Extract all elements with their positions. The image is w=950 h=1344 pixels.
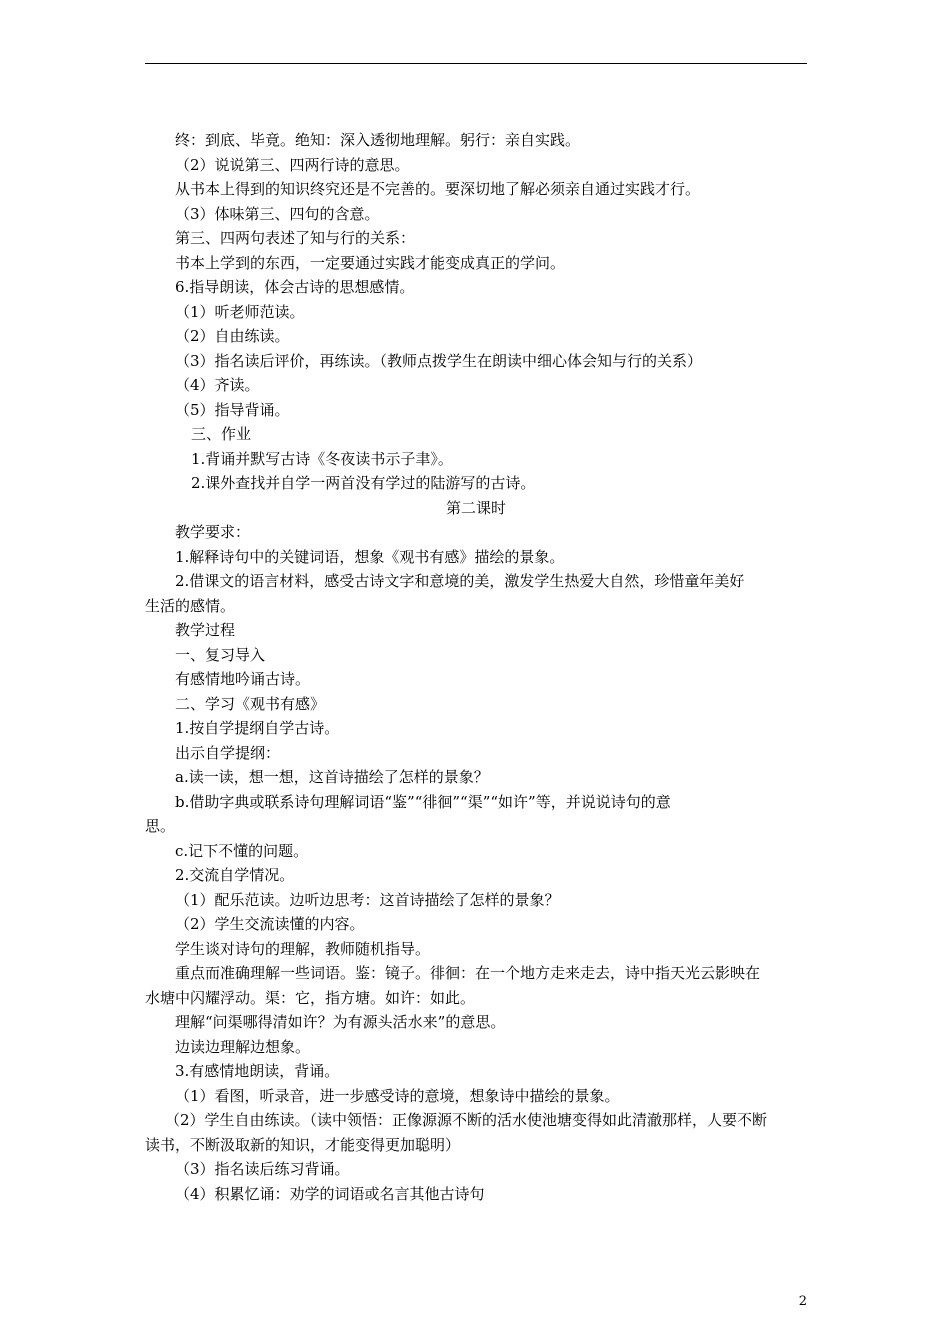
text-line: 6.指导朗读，体会古诗的思想感情。 <box>175 278 415 296</box>
text-line: c.记下不懂的问题。 <box>175 841 309 860</box>
text-line: 从书本上得到的知识终究还是不完善的。要深切地了解必须亲自通过实践才行。 <box>175 180 701 198</box>
section-heading: 三、作业 <box>191 425 252 443</box>
text-line: （5）指导背诵。 <box>175 400 290 419</box>
text-line: 2.交流自学情况。 <box>175 866 295 884</box>
text-line: （4）齐读。 <box>175 376 260 394</box>
text-line: （2）学生自由练读。（读中领悟：正像源源不断的活水使池塘变得如此清澈那样，人要不断 <box>165 1111 768 1129</box>
text-line: 书本上学到的东西，一定要通过实践才能变成真正的学问。 <box>175 253 566 272</box>
document-body <box>145 128 807 1206</box>
text-line: 边读边理解边想象。 <box>175 1037 311 1056</box>
text-line: （2）说说第三、四两行诗的意思。 <box>175 155 410 174</box>
text-line: 重点而准确理解一些词语。鉴：镜子。徘徊：在一个地方走来走去，诗中指天光云影映在 <box>175 964 761 982</box>
text-line: （2）学生交流读懂的内容。 <box>175 915 365 933</box>
text-line: 思。 <box>145 817 176 835</box>
text-line: 终：到底、毕竟。绝知：深入透彻地理解。躬行：亲自实践。 <box>175 131 581 149</box>
text-line: 水塘中闪耀浮动。渠：它，指方塘。如许：如此。 <box>145 988 476 1007</box>
text-line: （2）自由练读。 <box>175 327 290 345</box>
text-line: （1）听老师范读。 <box>175 302 305 321</box>
text-line: 学生谈对诗句的理解，教师随机指导。 <box>175 939 431 958</box>
text-line: 有感情地吟诵古诗。 <box>175 670 311 688</box>
text-line: 3.有感情地朗读，背诵。 <box>175 1062 340 1080</box>
page-number: 2 <box>798 1294 807 1309</box>
text-line: （3）指名读后练习背诵。 <box>175 1160 350 1178</box>
header-rule <box>145 63 807 64</box>
text-line: （1）看图，听录音，进一步感受诗的意境，想象诗中描绘的景象。 <box>175 1086 620 1105</box>
section-heading: 一、复习导入 <box>175 645 266 664</box>
text-line: a.读一读，想一想，这首诗描绘了怎样的景象？ <box>175 768 489 786</box>
text-line: 2.借课文的语言材料，感受古诗文字和意境的美，激发学生热爱大自然，珍惜童年美好 <box>175 572 745 590</box>
text-line: 1.背诵并默写古诗《冬夜读书示子聿》。 <box>191 449 453 468</box>
text-line: 理解“问渠哪得清如许？为有源头活水来”的意思。 <box>175 1013 506 1031</box>
text-line: （1）配乐范读。边听边思考：这首诗描绘了怎样的景象？ <box>175 890 560 909</box>
text-line: （3）体味第三、四句的含意。 <box>175 204 380 223</box>
text-line: 生活的感情。 <box>145 596 236 615</box>
text-line: 教学要求： <box>175 523 251 541</box>
text-line: 读书，不断汲取新的知识，才能变得更加聪明） <box>145 1135 461 1154</box>
text-line: 1.解释诗句中的关键词语，想象《观书有感》描绘的景象。 <box>175 547 565 566</box>
text-line: 1.按自学提纲自学古诗。 <box>175 719 340 737</box>
text-line: 第三、四两句表述了知与行的关系： <box>175 229 416 247</box>
text-line: （3）指名读后评价，再练读。（教师点拨学生在朗读中细心体会知与行的关系） <box>175 351 703 370</box>
text-line: 2.课外查找并自学一两首没有学过的陆游写的古诗。 <box>191 474 536 492</box>
text-line: 出示自学提纲： <box>175 743 281 762</box>
text-line: （4）积累忆诵：劝学的词语或名言其他古诗句 <box>175 1184 485 1203</box>
section-heading: 二、学习《观书有感》 <box>175 694 326 713</box>
text-line: b.借助字典或联系诗句理解词语“鉴”“徘徊”“渠”“如许”等，并说说诗句的意 <box>175 792 671 811</box>
lesson-title: 第二课时 <box>445 498 506 517</box>
section-heading: 教学过程 <box>175 621 236 639</box>
